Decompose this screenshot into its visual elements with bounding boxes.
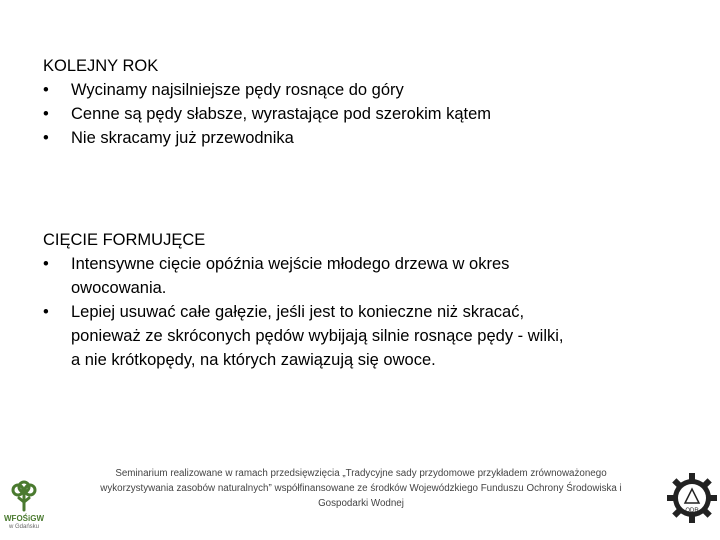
bullet-icon: • [43,129,49,147]
bullet-icon: • [43,255,49,273]
footer-line: wykorzystywania zasobów naturalnych” współfinansowane ze środków Wojewódzkiego Funduszu Ochrony Środowiska i [100,483,622,494]
section-heading: KOLEJNY ROK [43,57,159,75]
list-item [43,78,643,102]
bullet-icon: • [43,81,49,99]
tree-icon [0,480,48,514]
bullet-text: Cenne są pędy słabsze, wyrastające pod szerokim kątem [71,105,492,123]
bullet-list [43,78,643,150]
list-item [43,102,643,126]
bullet-icon: • [43,105,49,123]
section-heading: CIĘCIE FORMUJĘCE [43,231,206,249]
bullet-text: Nie skracamy już przewodnika [71,129,294,147]
odr-logo [666,472,718,524]
bullet-list [43,252,643,372]
list-item [43,252,643,300]
section-kolejny-rok [43,54,643,150]
bullet-text-line: Intensywne cięcie opóźnia wejście młodego drzewa w okres [71,255,510,273]
list-item [43,126,643,150]
gear-emblem-icon [666,472,718,524]
wfosigw-logo [0,480,48,532]
footer-line: Gospodarki Wodnej [318,498,404,509]
bullet-icon: • [43,303,49,321]
logo-sub-text: w Gdańsku [8,524,39,530]
bullet-text-line: owocowania. [71,279,167,297]
bullet-text-line: a nie krótkopędy, na których zawiązują się owoce. [71,351,436,369]
logo-brand-text: WFOŚiGW [4,514,44,523]
footer-note [62,466,660,511]
list-item [43,300,643,372]
logo-emblem-text: ODR [685,508,699,514]
section-ciecie-formujace [43,228,643,372]
bullet-text-line: Lepiej usuwać całe gałęzie, jeśli jest to konieczne niż skracać, [71,303,525,321]
bullet-text: Wycinamy najsilniejsze pędy rosnące do góry [71,81,404,99]
footer-line: Seminarium realizowane w ramach przedsięwzięcia „Tradycyjne sady przydomowe przykładem zrównoważonego [115,468,607,479]
bullet-text-line: ponieważ ze skróconych pędów wybijają silnie rosnące pędy - wilki, [71,327,564,345]
